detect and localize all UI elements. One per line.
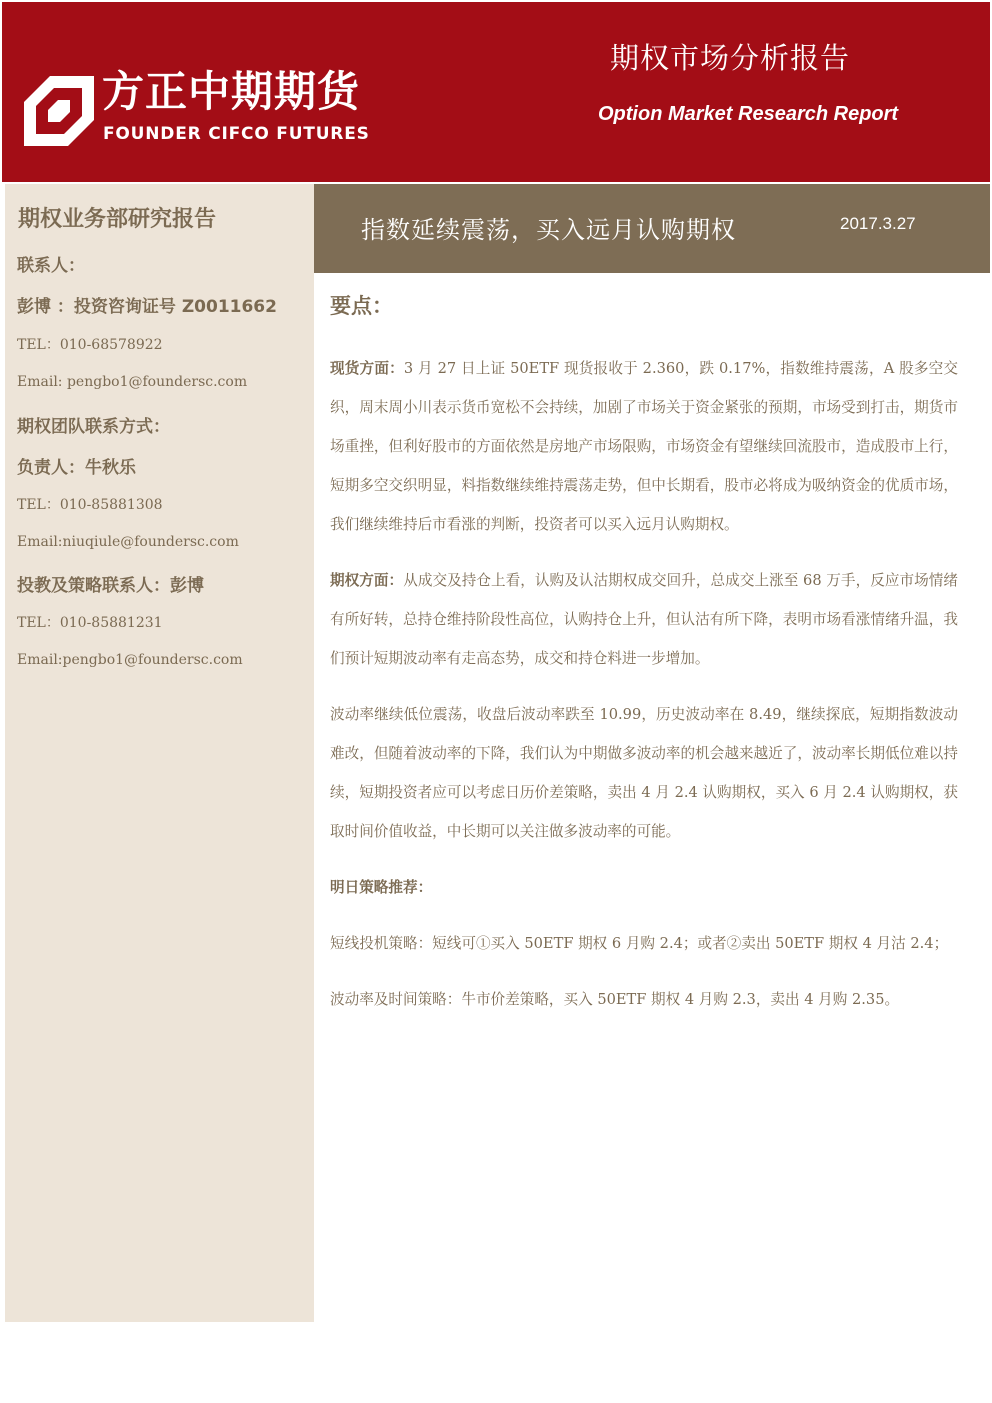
option-text: 从成交及持仓上看，认购及认沽期权成交回升，总成交上涨至 68 万手，反应市场情绪有所好转，总持仓维持阶段性高位，认购持仓上升，但认沽有所下降，表明市场看涨情绪升温，我们预计短期波动率有走高态势，成交和持仓料进一步增加。 [330,572,958,667]
invest-email[interactable]: Email:pengbo1@foundersc.com [17,652,243,668]
report-headline: 指数延续震荡，买入远月认购期权 [361,216,736,244]
team-leader: 负责人：牛秋乐 [17,458,136,478]
invest-contact-label: 投教及策略联系人：彭博 [17,576,204,596]
report-body [330,349,958,1036]
contact-label: 联系人： [17,256,85,276]
spot-text: 3 月 27 日上证 50ETF 现货报收于 2.360，跌 0.17%，指数维持震荡，A 股多空交织，周末周小川表示货币宽松不会持续，加剧了市场关于资金紧张的预期，市场受到打击，期货市场重挫，但利好股市的方面依然是房地产市场限购，市场资金有望继续回流股市，造成股市上行，短期多空交织明显，料指数继续维持震荡走势，但中长期看，股市必将成为吸纳资金的优质市场，我们继续维持后市看涨的判断，投资者可以买入远月认购期权。 [330,360,958,533]
contact-name: 彭博 ：投资咨询证号 Z0011662 [17,297,277,317]
leader-tel: TEL：010-85881308 [17,497,163,513]
team-label: 期权团队联系方式： [17,417,170,437]
option-paragraph [330,561,958,678]
leader-email[interactable]: Email:niuqiule@foundersc.com [17,534,239,550]
founder-logo-icon [24,76,94,146]
brand-name-cn: 方正中期期货 [102,67,361,116]
contact-tel: TEL：010-68578922 [17,337,163,353]
contact-email[interactable]: Email: pengbo1@foundersc.com [17,374,248,390]
strategy-speculative: 短线投机策略：短线可①买入 50ETF 期权 6 月购 2.4；或者②卖出 50ETF 期权 4 月沽 2.4； [330,935,949,952]
strategy-heading: 明日策略推荐： [330,879,433,896]
invest-tel: TEL：010-85881231 [17,615,163,631]
headline-bar [314,184,990,273]
report-title: 期权市场分析报告 [610,41,851,75]
spot-lead: 现货方面： [330,360,404,377]
report-header [2,2,990,182]
sidebar-title: 期权业务部研究报告 [18,207,217,232]
strategy-volatility: 波动率及时间策略：牛市价差策略，买入 50ETF 期权 4 月购 2.3，卖出 4 月购 2.35。 [330,991,900,1008]
spot-paragraph [330,349,958,544]
option-lead: 期权方面： [330,572,404,589]
key-points-heading: 要点： [330,294,393,318]
contact-sidebar [5,184,314,1322]
report-subtitle: Option Market Research Report [598,103,899,125]
brand-name-en: FOUNDER CIFCO FUTURES [103,124,370,144]
volatility-paragraph: 波动率继续低位震荡，收盘后波动率跌至 10.99，历史波动率在 8.49，继续探底，短期指数波动难改，但随着波动率的下降，我们认为中期做多波动率的机会越来越近了，波动率长期低位难以持续，短期投资者应可以考虑日历价差策略，卖出 4 月 2.4 认购期权，买入 6 月 2.4 认购期权，获取时间价值收益，中长期可以关注做多波动率的可能。 [330,706,958,840]
report-date: 2017.3.27 [840,214,916,233]
